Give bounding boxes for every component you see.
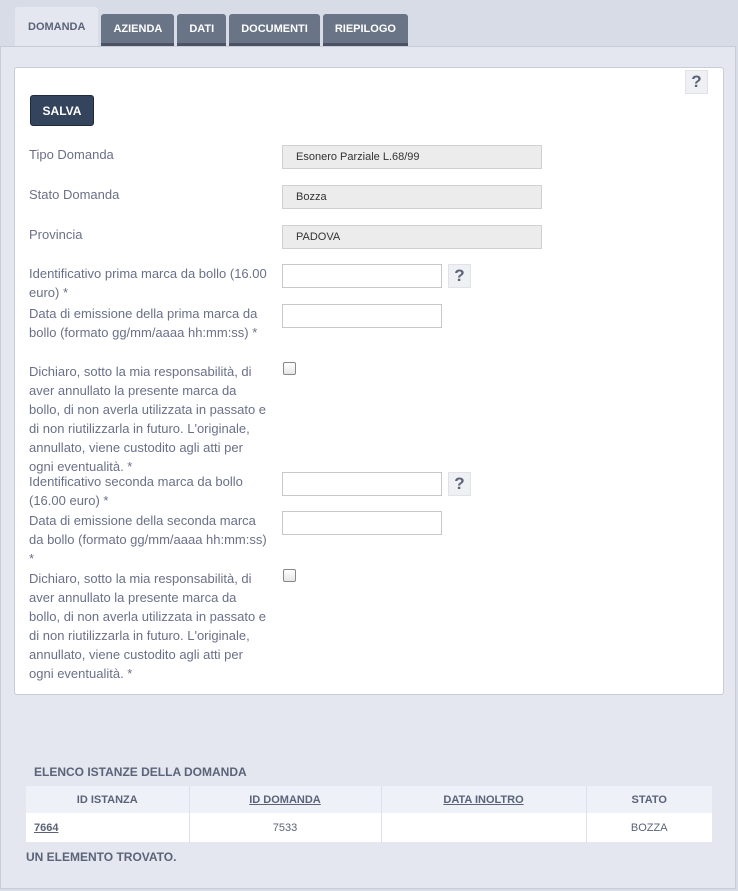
id2-label: Identificativo seconda marca da bollo (16.00 euro) * (29, 474, 243, 508)
dich1-label: Dichiaro, sotto la mia responsabilità, di aver annullato la presente marca da bollo, di non averla utilizzata in passato e di non riutilizzarla in futuro. L'originale, annullato, viene custodito agli atti per ogni eventualità. * (29, 364, 267, 474)
section-title: ELENCO ISTANZE DELLA DOMANDA (34, 765, 247, 779)
tipo-label: Tipo Domanda (29, 147, 114, 162)
dich2-checkbox[interactable] (283, 569, 296, 582)
dich2-label: Dichiaro, sotto la mia responsabilità, di aver annullato la presente marca da bollo, di non averla utilizzata in passato e di non riutilizzarla in futuro. L'originale, annullato, viene custodito agli atti per ogni eventualità. * (29, 571, 267, 681)
tab-bar (15, 7, 408, 46)
id2-input[interactable] (282, 472, 442, 496)
data1-label: Data di emissione della prima marca da bollo (formato gg/mm/aaaa hh:mm:ss) * (29, 306, 258, 340)
tab-domanda[interactable]: DOMANDA (15, 7, 98, 46)
istanze-table (26, 786, 712, 842)
help-icon[interactable]: ? (448, 472, 471, 496)
data1-input[interactable] (282, 304, 442, 328)
tipo-field: Esonero Parziale L.68/99 (282, 145, 542, 169)
table-row (26, 813, 712, 842)
data2-label: Data di emissione della seconda marca da bollo (formato gg/mm/aaaa hh:mm:ss) * (29, 513, 267, 566)
tab-dati[interactable]: DATI (177, 14, 226, 46)
col-stato: STATO (586, 786, 712, 813)
tab-azienda[interactable]: AZIENDA (101, 14, 174, 46)
stato-label: Stato Domanda (29, 187, 120, 202)
help-icon[interactable]: ? (448, 264, 471, 288)
col-data-inoltro[interactable]: DATA INOLTRO (381, 786, 586, 813)
data-inoltro-cell (381, 813, 586, 842)
col-id-domanda[interactable]: ID DOMANDA (189, 786, 381, 813)
provincia-field: PADOVA (282, 225, 542, 249)
id1-input[interactable] (282, 264, 442, 288)
help-icon[interactable]: ? (685, 70, 708, 94)
table-header (26, 786, 712, 813)
id1-label: Identificativo prima marca da bollo (16.00 euro) * (29, 266, 267, 300)
tab-documenti[interactable]: DOCUMENTI (229, 14, 320, 46)
tab-content (0, 46, 736, 889)
stato-field: Bozza (282, 185, 542, 209)
result-count: UN ELEMENTO TROVATO. (26, 850, 177, 864)
id-istanza-link[interactable]: 7664 (26, 813, 189, 842)
stato-cell: BOZZA (586, 813, 712, 842)
col-id-istanza: ID ISTANZA (26, 786, 189, 813)
save-button[interactable]: SALVA (30, 95, 94, 126)
dich1-checkbox[interactable] (283, 362, 296, 375)
provincia-label: Provincia (29, 227, 83, 242)
id-domanda-cell: 7533 (189, 813, 381, 842)
form-panel (14, 67, 724, 695)
tab-riepilogo[interactable]: RIEPILOGO (323, 14, 408, 46)
data2-input[interactable] (282, 511, 442, 535)
